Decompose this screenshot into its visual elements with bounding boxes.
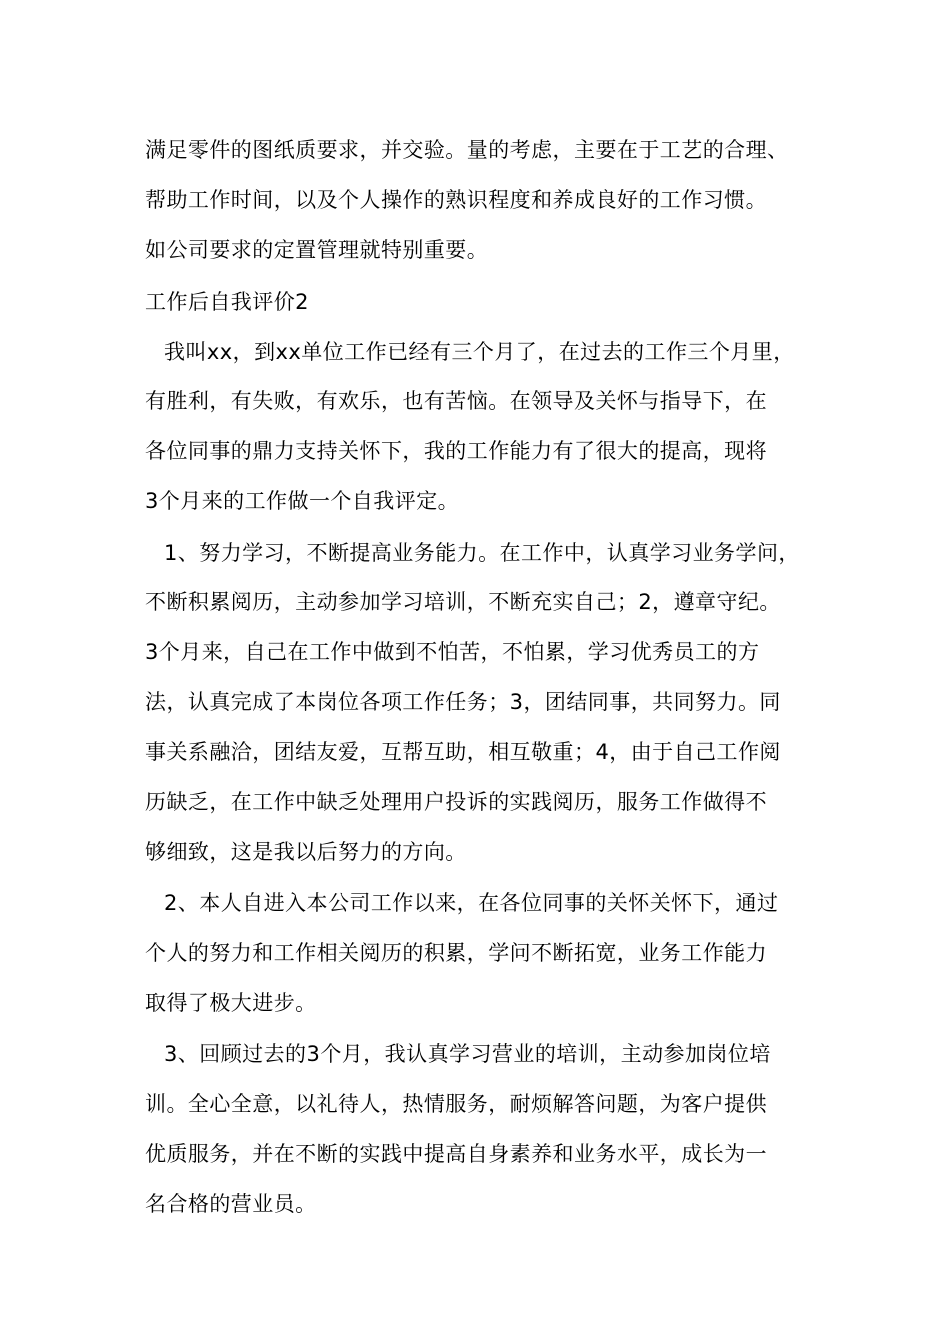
- text-line: 个人的努力和工作相关阅历的积累，学问不断拓宽，业务工作能力: [145, 941, 768, 965]
- text-line: 3、回顾过去的3个月，我认真学习营业的培训，主动参加岗位培: [164, 1042, 771, 1066]
- text-line: 历缺乏，在工作中缺乏处理用户投诉的实践阅历，服务工作做得不: [145, 790, 768, 814]
- text-line: 各位同事的鼎力支持关怀下，我的工作能力有了很大的提高，现将: [145, 439, 768, 463]
- text-line: 事关系融洽，团结友爱，互帮互助，相互敬重；4，由于自己工作阅: [145, 740, 781, 764]
- text-line: 训。全心全意，以礼待人，热情服务，耐烦解答问题，为客户提供: [145, 1092, 768, 1116]
- section-heading: 工作后自我评价2: [145, 290, 309, 314]
- text-line: 法，认真完成了本岗位各项工作任务；3，团结同事，共同努力。同: [145, 690, 781, 714]
- text-line: 我叫xx，到xx单位工作已经有三个月了，在过去的工作三个月里，: [164, 340, 795, 364]
- text-line: 名合格的营业员。: [145, 1192, 317, 1216]
- text-line: 满足零件的图纸质要求，并交验。量的考虑，主要在于工艺的合理、: [145, 138, 789, 162]
- text-line: 取得了极大进步。: [145, 991, 317, 1015]
- text-line: 1、努力学习，不断提高业务能力。在工作中，认真学习业务学问，: [164, 541, 800, 565]
- text-line: 3个月来，自己在工作中做到不怕苦，不怕累，学习优秀员工的方: [145, 640, 760, 664]
- text-line: 够细致，这是我以后努力的方向。: [145, 840, 467, 864]
- text-line: 3个月来的工作做一个自我评定。: [145, 489, 460, 513]
- text-line: 优质服务，并在不断的实践中提高自身素养和业务水平，成长为一: [145, 1142, 768, 1166]
- text-line: 不断积累阅历，主动参加学习培训，不断充实自己；2，遵章守纪。: [145, 590, 781, 614]
- text-line: 有胜利，有失败，有欢乐，也有苦恼。在领导及关怀与指导下，在: [145, 389, 768, 413]
- text-line: 如公司要求的定置管理就特别重要。: [145, 238, 489, 262]
- text-line: 帮助工作时间，以及个人操作的熟识程度和养成良好的工作习惯。: [145, 188, 768, 212]
- text-line: 2、本人自进入本公司工作以来，在各位同事的关怀关怀下，通过: [164, 891, 779, 915]
